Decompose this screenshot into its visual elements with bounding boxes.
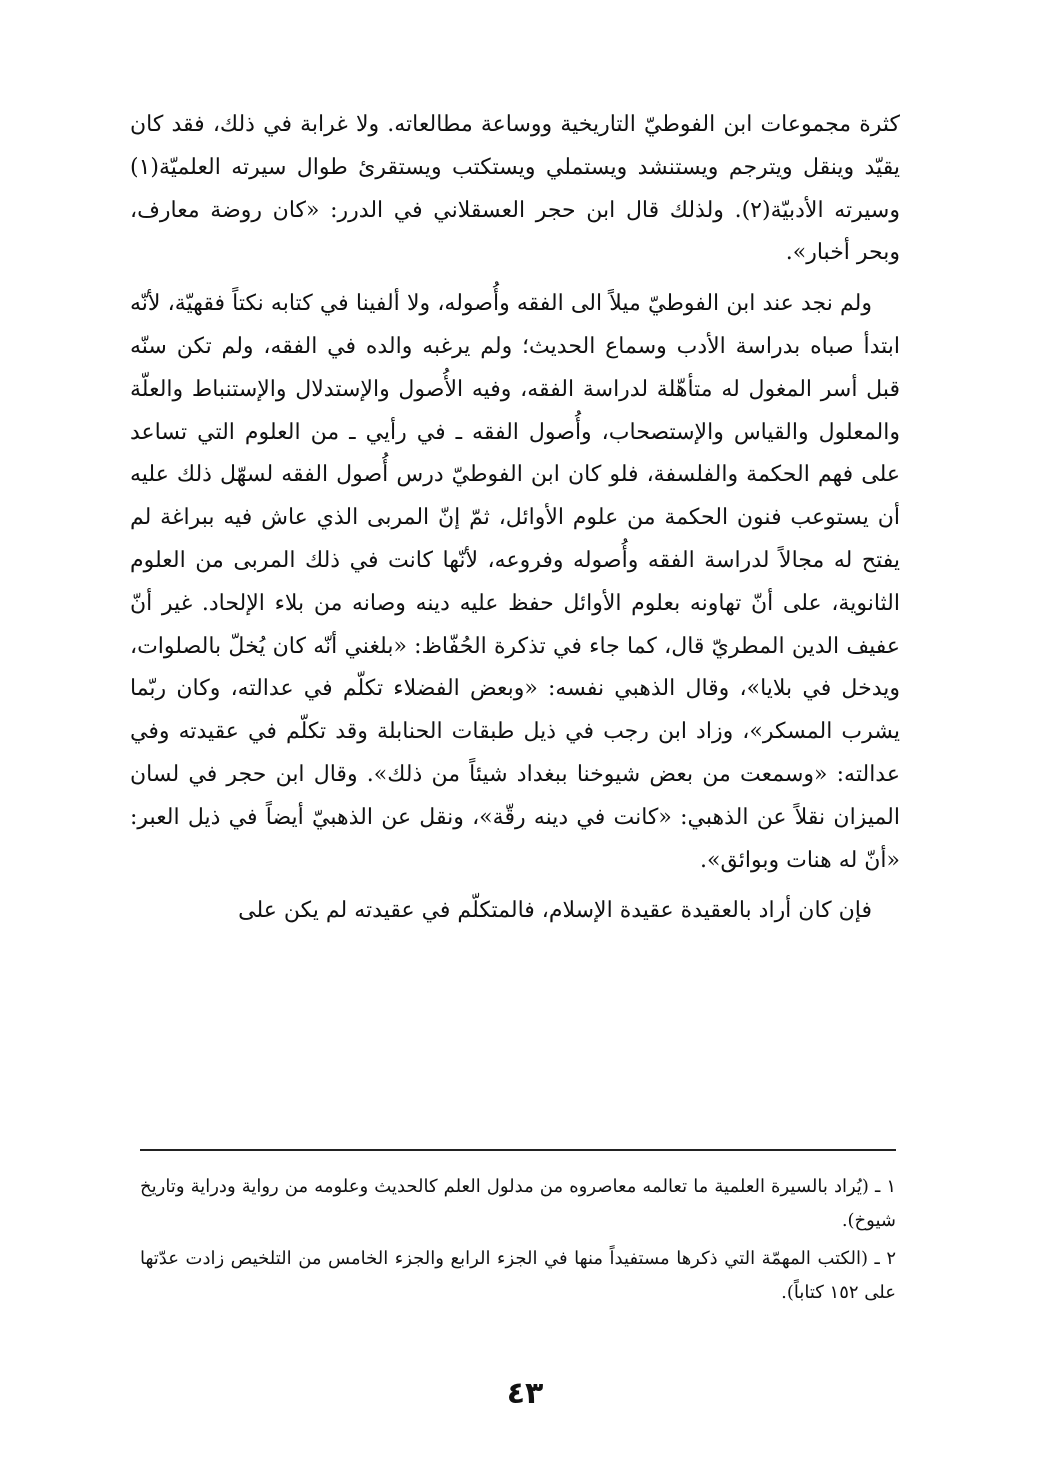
footnote-divider — [140, 1149, 896, 1151]
paragraph-1: كثرة مجموعات ابن الفوطيّ التاريخية ووساعة مطالعاته. ولا غرابة في ذلك، فقد كان يقيّد وينقل ويترجم ويستنشد ويستملي ويستكتب ويستقرئ طوال سيرته العلميّة(١) وسيرته الأدبيّة(٢). ولذلك قال ابن حجر العسقلاني في الدرر: «كان روضة معارف، وبحر أخبار». — [130, 112, 900, 266]
paragraph-2: ولم نجد عند ابن الفوطيّ ميلاً الى الفقه وأُصوله، ولا ألفينا في كتابه نكتاً فقهيّة، لأنّه ابتدأ صباه بدراسة الأدب وسماع الحديث؛ ولم يرغبه والده في الفقه، ولم تكن سنّه قبل أسر المغول له متأهّلة لدراسة الفقه، وفيه الأُصول والإستدلال والإستنباط والعلّة والمعلول والقياس والإستصحاب، وأُصول الفقه ـ في رأيي ـ من العلوم التي تساعد على فهم الحكمة والفلسفة، فلو كان ابن الفوطيّ درس أُصول الفقه لسهّل ذلك عليه أن يستوعب فنون الحكمة من علوم الأوائل، ثمّ إنّ المربى الذي عاش فيه ببراغة لم يفتح له مجالاً لدراسة الفقه وأُصوله وفروعه، لأنّها كانت في ذلك المربى من العلوم الثانوية، على أنّ تهاونه بعلوم الأوائل حفظ عليه دينه وصانه من بلاء الإلحاد. غير أنّ عفيف الدين المطريّ قال، كما جاء في تذكرة الحُفّاظ: «بلغني أنّه كان يُخلّ بالصلوات، ويدخل في بلايا»، وقال الذهبي نفسه: «وبعض الفضلاء تكلّم في عدالته، وكان ربّما يشرب المسكر»، وزاد ابن رجب في ذيل طبقات الحنابلة وقد تكلّم في عقيدته وفي عدالته: «وسمعت من بعض شيوخنا ببغداد شيئاً من ذلك». وقال ابن حجر في لسان الميزان نقلاً عن الذهبي: «كانت في دينه رقّة»، ونقل عن الذهبيّ أيضاً في ذيل العبر: «أنّ له هنات وبوائق». — [130, 291, 901, 873]
main-text — [130, 104, 900, 941]
page-number: ٤٣ — [506, 1376, 544, 1411]
paragraph-3: فإن كان أراد بالعقيدة عقيدة الإسلام، فالمتكلّم في عقيدته لم يكن على — [238, 898, 872, 924]
footnote-2: ٢ ـ (الكتب المهمّة التي ذكرها مستفيداً منها في الجزء الرابع والجزء الخامس من التلخيص زادت عدّتها على ١٥٢ كتاباً). — [140, 1248, 896, 1303]
footnote-1: ١ ـ (يُراد بالسيرة العلمية ما تعالمه معاصروه من مدلول العلم كالحديث وعلومه من رواية ودراية وتاريخ شيوخ). — [140, 1176, 896, 1231]
footnotes — [140, 1170, 896, 1314]
